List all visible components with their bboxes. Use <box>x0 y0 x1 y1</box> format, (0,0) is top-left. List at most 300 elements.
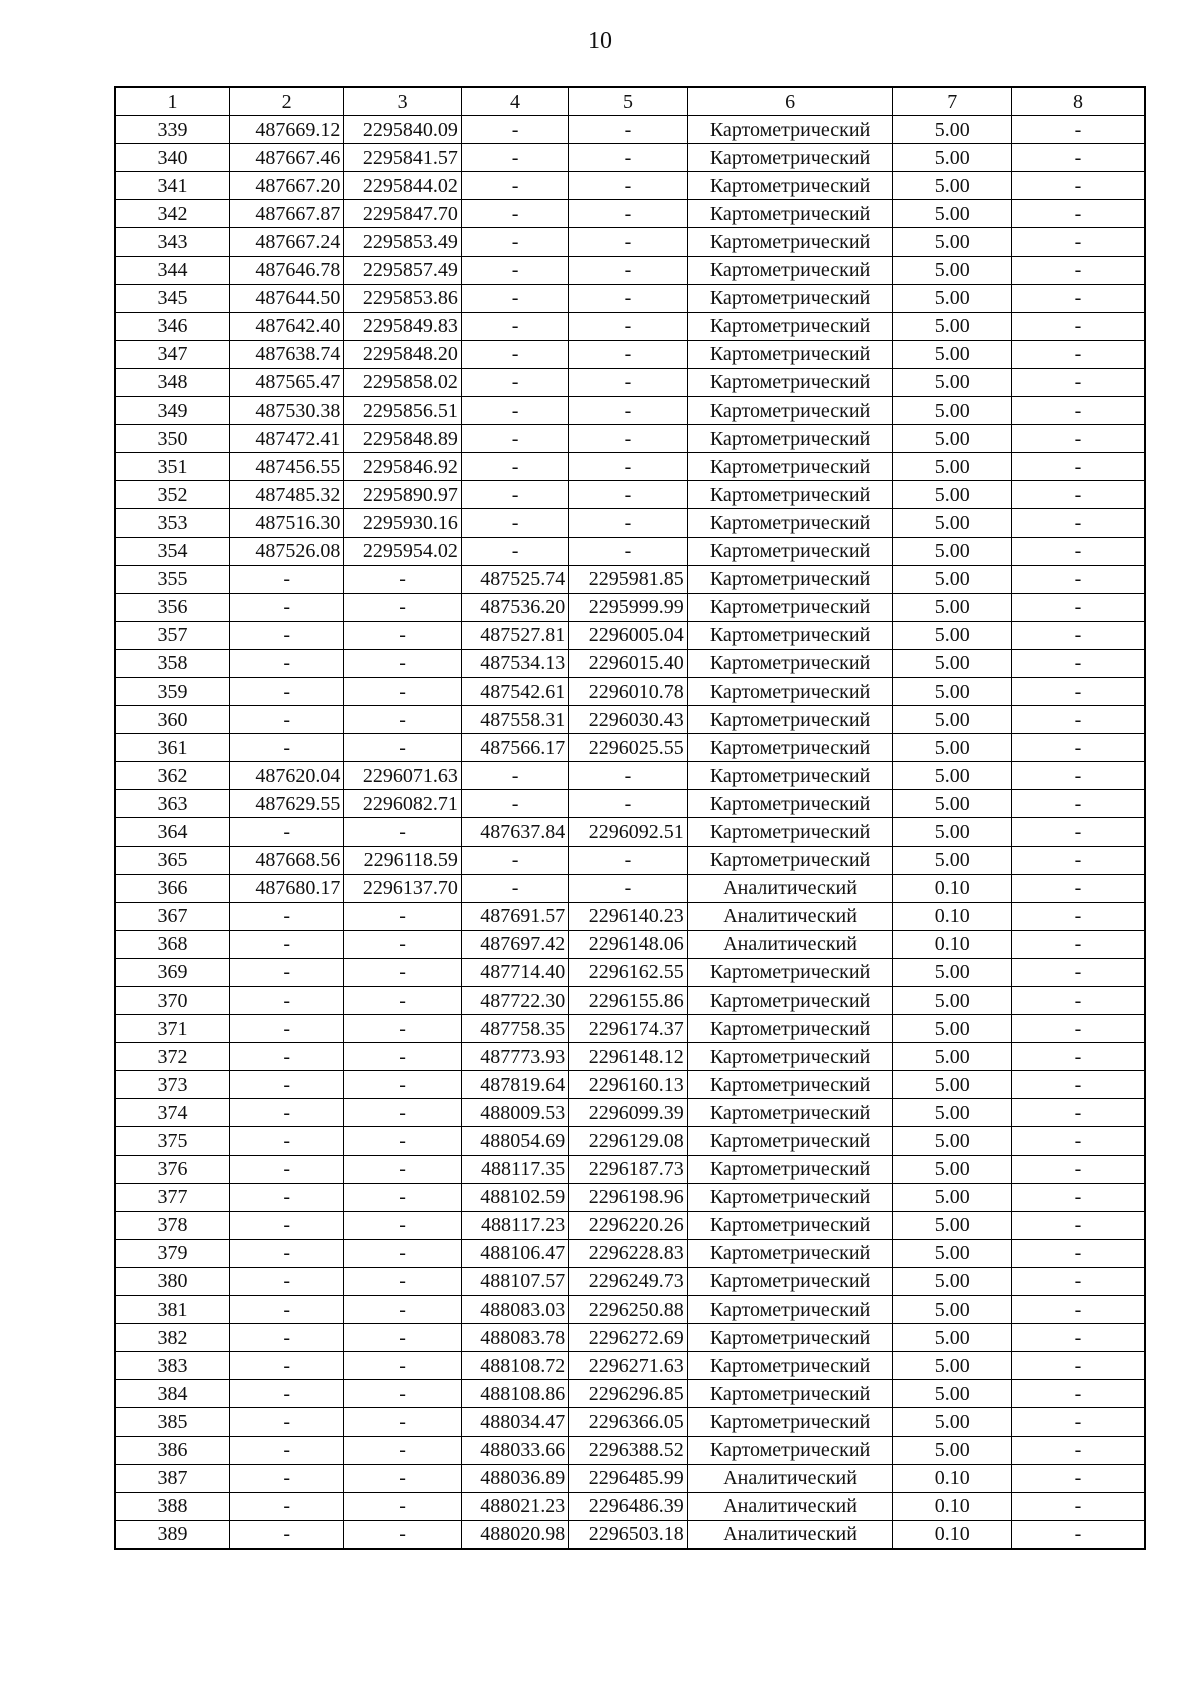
table-cell: - <box>569 481 687 509</box>
table-cell: 340 <box>115 144 229 172</box>
table-cell: 5.00 <box>893 706 1011 734</box>
table-cell: Аналитический <box>687 902 893 930</box>
table-cell: 487667.20 <box>229 172 343 200</box>
table-cell: - <box>344 1380 461 1408</box>
table-cell: 5.00 <box>893 172 1011 200</box>
table-cell: 362 <box>115 762 229 790</box>
table-cell: - <box>569 453 687 481</box>
table-cell: 487526.08 <box>229 537 343 565</box>
table-cell: - <box>1011 1492 1145 1520</box>
table-cell: 487629.55 <box>229 790 343 818</box>
table-cell: - <box>344 1211 461 1239</box>
table-cell: - <box>1011 312 1145 340</box>
table-cell: - <box>1011 621 1145 649</box>
table-row <box>115 1296 1145 1324</box>
table-cell: 352 <box>115 481 229 509</box>
table-cell: 5.00 <box>893 1099 1011 1127</box>
table-cell: - <box>229 1408 343 1436</box>
table-cell: 2296030.43 <box>569 706 687 734</box>
table-cell: Картометрический <box>687 846 893 874</box>
table-cell: 5.00 <box>893 762 1011 790</box>
table-cell: 2296155.86 <box>569 987 687 1015</box>
table-cell: 0.10 <box>893 930 1011 958</box>
table-row <box>115 734 1145 762</box>
table-cell: - <box>229 677 343 705</box>
table-cell: 348 <box>115 368 229 396</box>
table-cell: - <box>1011 1155 1145 1183</box>
table-cell: 2296082.71 <box>344 790 461 818</box>
table-cell: - <box>1011 1436 1145 1464</box>
table-cell: 379 <box>115 1239 229 1267</box>
table-cell: - <box>229 706 343 734</box>
table-cell: 488083.03 <box>461 1296 568 1324</box>
table-cell: - <box>229 1296 343 1324</box>
table-cell: - <box>1011 593 1145 621</box>
table-cell: 5.00 <box>893 987 1011 1015</box>
table-cell: 368 <box>115 930 229 958</box>
header-cell: 3 <box>344 87 461 116</box>
table-cell: - <box>1011 1352 1145 1380</box>
table-cell: 5.00 <box>893 200 1011 228</box>
table-cell: 2296148.12 <box>569 1043 687 1071</box>
table-cell: 2295853.86 <box>344 284 461 312</box>
table-cell: Картометрический <box>687 734 893 762</box>
table-cell: - <box>1011 397 1145 425</box>
table-cell: 487565.47 <box>229 368 343 396</box>
table-cell: 5.00 <box>893 1015 1011 1043</box>
table-cell: - <box>1011 481 1145 509</box>
table-cell: 2296174.37 <box>569 1015 687 1043</box>
table-cell: 2296005.04 <box>569 621 687 649</box>
table-cell: - <box>1011 172 1145 200</box>
table-cell: - <box>1011 1015 1145 1043</box>
table-cell: - <box>1011 902 1145 930</box>
table-cell: - <box>229 1324 343 1352</box>
table-row <box>115 902 1145 930</box>
table-cell: Картометрический <box>687 1436 893 1464</box>
table-cell: - <box>569 509 687 537</box>
table-cell: 381 <box>115 1296 229 1324</box>
table-cell: - <box>229 958 343 986</box>
table-row <box>115 284 1145 312</box>
table-cell: 2295857.49 <box>344 256 461 284</box>
table-cell: - <box>229 1211 343 1239</box>
table-cell: - <box>229 1071 343 1099</box>
table-cell: 2295848.89 <box>344 425 461 453</box>
table-cell: - <box>344 649 461 677</box>
table-row <box>115 228 1145 256</box>
table-cell: 367 <box>115 902 229 930</box>
table-cell: 2295981.85 <box>569 565 687 593</box>
table-cell: 387 <box>115 1464 229 1492</box>
table-cell: - <box>1011 425 1145 453</box>
table-cell: 5.00 <box>893 1296 1011 1324</box>
table-cell: 5.00 <box>893 790 1011 818</box>
table-cell: - <box>344 1408 461 1436</box>
table-cell: 366 <box>115 874 229 902</box>
table-cell: - <box>1011 1099 1145 1127</box>
table-cell: Картометрический <box>687 228 893 256</box>
table-cell: - <box>344 734 461 762</box>
table-cell: - <box>461 368 568 396</box>
table-cell: 2295846.92 <box>344 453 461 481</box>
table-cell: - <box>461 509 568 537</box>
table-row <box>115 1492 1145 1520</box>
table-cell: Картометрический <box>687 1352 893 1380</box>
table-cell: 2295849.83 <box>344 312 461 340</box>
header-cell: 8 <box>1011 87 1145 116</box>
table-cell: 2296092.51 <box>569 818 687 846</box>
table-cell: 382 <box>115 1324 229 1352</box>
table-cell: Аналитический <box>687 1492 893 1520</box>
table-cell: 339 <box>115 116 229 144</box>
table-cell: 2296271.63 <box>569 1352 687 1380</box>
table-cell: - <box>1011 734 1145 762</box>
table-cell: 5.00 <box>893 1408 1011 1436</box>
table-cell: 388 <box>115 1492 229 1520</box>
table-cell: 5.00 <box>893 621 1011 649</box>
table-cell: - <box>344 987 461 1015</box>
table-row <box>115 1324 1145 1352</box>
table-cell: 487530.38 <box>229 397 343 425</box>
table-cell: Аналитический <box>687 1520 893 1549</box>
table-cell: 5.00 <box>893 1211 1011 1239</box>
table-cell: 5.00 <box>893 453 1011 481</box>
table-cell: 5.00 <box>893 481 1011 509</box>
table-cell: Картометрический <box>687 790 893 818</box>
table-cell: 2296137.70 <box>344 874 461 902</box>
table-cell: Аналитический <box>687 930 893 958</box>
table-cell: - <box>461 874 568 902</box>
table-cell: Картометрический <box>687 481 893 509</box>
table-cell: 353 <box>115 509 229 537</box>
table-cell: 358 <box>115 649 229 677</box>
table-cell: Картометрический <box>687 1296 893 1324</box>
table-row <box>115 481 1145 509</box>
table-cell: 488102.59 <box>461 1183 568 1211</box>
table-cell: 357 <box>115 621 229 649</box>
table-cell: - <box>461 340 568 368</box>
table-cell: Картометрический <box>687 1408 893 1436</box>
table-cell: 487485.32 <box>229 481 343 509</box>
table-row <box>115 1464 1145 1492</box>
table-cell: - <box>344 1492 461 1520</box>
table-cell: - <box>461 425 568 453</box>
table-cell: 0.10 <box>893 1492 1011 1520</box>
table-cell: 5.00 <box>893 1352 1011 1380</box>
table-cell: 487667.46 <box>229 144 343 172</box>
table-cell: - <box>229 621 343 649</box>
table-cell: - <box>461 762 568 790</box>
table-row <box>115 1267 1145 1295</box>
table-cell: 5.00 <box>893 537 1011 565</box>
table-cell: 343 <box>115 228 229 256</box>
table-cell: - <box>344 1267 461 1295</box>
table-cell: 5.00 <box>893 1436 1011 1464</box>
table-cell: Картометрический <box>687 762 893 790</box>
table-cell: - <box>461 790 568 818</box>
header-cell: 2 <box>229 87 343 116</box>
table-cell: Картометрический <box>687 397 893 425</box>
table-cell: - <box>569 200 687 228</box>
table-cell: - <box>344 1183 461 1211</box>
table-cell: 488034.47 <box>461 1408 568 1436</box>
table-cell: Картометрический <box>687 1071 893 1099</box>
table-cell: 2295890.97 <box>344 481 461 509</box>
table-cell: - <box>1011 987 1145 1015</box>
table-cell: - <box>1011 509 1145 537</box>
table-cell: - <box>1011 874 1145 902</box>
table-cell: 378 <box>115 1211 229 1239</box>
table-cell: 2295844.02 <box>344 172 461 200</box>
table-cell: 487456.55 <box>229 453 343 481</box>
table-cell: 488036.89 <box>461 1464 568 1492</box>
header-cell: 4 <box>461 87 568 116</box>
table-cell: 488020.98 <box>461 1520 568 1549</box>
table-cell: - <box>344 930 461 958</box>
table-cell: 5.00 <box>893 1127 1011 1155</box>
table-cell: 2295853.49 <box>344 228 461 256</box>
table-cell: 2296486.39 <box>569 1492 687 1520</box>
table-row <box>115 1211 1145 1239</box>
table-cell: 487669.12 <box>229 116 343 144</box>
table-cell: 342 <box>115 200 229 228</box>
table-cell: - <box>569 874 687 902</box>
table-cell: 370 <box>115 987 229 1015</box>
table-cell: 2296118.59 <box>344 846 461 874</box>
table-row <box>115 1015 1145 1043</box>
table-cell: - <box>344 1071 461 1099</box>
table-cell: 488117.23 <box>461 1211 568 1239</box>
table-cell: 2295840.09 <box>344 116 461 144</box>
table-cell: 2296366.05 <box>569 1408 687 1436</box>
table-cell: 488033.66 <box>461 1436 568 1464</box>
table-row <box>115 1352 1145 1380</box>
table-row <box>115 706 1145 734</box>
table-cell: Картометрический <box>687 649 893 677</box>
table-cell: 2296015.40 <box>569 649 687 677</box>
table-cell: - <box>1011 846 1145 874</box>
table-cell: 2295999.99 <box>569 593 687 621</box>
table-row <box>115 930 1145 958</box>
table-cell: 487525.74 <box>461 565 568 593</box>
table-cell: 487722.30 <box>461 987 568 1015</box>
table-cell: 487566.17 <box>461 734 568 762</box>
table-cell: 487697.42 <box>461 930 568 958</box>
table-cell: Аналитический <box>687 1464 893 1492</box>
coordinates-table <box>114 86 1146 1550</box>
table-cell: - <box>1011 1324 1145 1352</box>
table-cell: 373 <box>115 1071 229 1099</box>
table-cell: - <box>344 1239 461 1267</box>
table-cell: Картометрический <box>687 425 893 453</box>
table-cell: - <box>569 368 687 396</box>
table-cell: - <box>229 818 343 846</box>
table-cell: - <box>1011 1183 1145 1211</box>
table-cell: - <box>344 1324 461 1352</box>
table-cell: - <box>344 1015 461 1043</box>
table-cell: - <box>1011 116 1145 144</box>
table-cell: 487680.17 <box>229 874 343 902</box>
table-cell: 0.10 <box>893 1520 1011 1549</box>
table-row <box>115 987 1145 1015</box>
table-cell: - <box>1011 256 1145 284</box>
table-cell: - <box>229 1380 343 1408</box>
header-cell: 5 <box>569 87 687 116</box>
table-cell: 488106.47 <box>461 1239 568 1267</box>
table-cell: 487758.35 <box>461 1015 568 1043</box>
table-cell: 2296198.96 <box>569 1183 687 1211</box>
table-cell: - <box>1011 958 1145 986</box>
table-cell: - <box>1011 790 1145 818</box>
table-cell: - <box>569 397 687 425</box>
table-cell: 360 <box>115 706 229 734</box>
table-row <box>115 874 1145 902</box>
table-cell: - <box>461 116 568 144</box>
table-cell: Картометрический <box>687 818 893 846</box>
table-row <box>115 1155 1145 1183</box>
table-cell: - <box>229 1155 343 1183</box>
table-cell: 359 <box>115 677 229 705</box>
table-cell: Картометрический <box>687 284 893 312</box>
table-cell: - <box>344 1436 461 1464</box>
table-cell: 356 <box>115 593 229 621</box>
table-cell: - <box>229 1436 343 1464</box>
table-cell: 488083.78 <box>461 1324 568 1352</box>
table-cell: 487472.41 <box>229 425 343 453</box>
table-cell: - <box>461 228 568 256</box>
table-cell: - <box>344 1352 461 1380</box>
table-cell: - <box>461 312 568 340</box>
table-row <box>115 200 1145 228</box>
table-row <box>115 846 1145 874</box>
table-cell: - <box>461 846 568 874</box>
table-cell: - <box>1011 1520 1145 1549</box>
table-cell: 5.00 <box>893 144 1011 172</box>
table-cell: - <box>1011 1239 1145 1267</box>
table-cell: 2296148.06 <box>569 930 687 958</box>
table-cell: 488108.86 <box>461 1380 568 1408</box>
table-cell: 2296140.23 <box>569 902 687 930</box>
table-cell: - <box>344 1464 461 1492</box>
table-row <box>115 368 1145 396</box>
table-cell: - <box>569 762 687 790</box>
table-cell: 347 <box>115 340 229 368</box>
table-cell: - <box>229 1239 343 1267</box>
table-cell: - <box>1011 284 1145 312</box>
table-cell: - <box>229 1464 343 1492</box>
table-cell: 5.00 <box>893 1155 1011 1183</box>
table-row <box>115 256 1145 284</box>
table-cell: 2296388.52 <box>569 1436 687 1464</box>
table-cell: - <box>229 593 343 621</box>
table-cell: - <box>229 1127 343 1155</box>
table-header-row <box>115 87 1145 116</box>
table-cell: 0.10 <box>893 902 1011 930</box>
table-cell: 5.00 <box>893 284 1011 312</box>
table-cell: - <box>344 621 461 649</box>
table-row <box>115 340 1145 368</box>
table-cell: - <box>461 453 568 481</box>
table-row <box>115 649 1145 677</box>
table-cell: - <box>1011 649 1145 677</box>
table-row <box>115 1408 1145 1436</box>
table-cell: 384 <box>115 1380 229 1408</box>
table-cell: Картометрический <box>687 565 893 593</box>
table-cell: - <box>569 284 687 312</box>
table-cell: - <box>1011 228 1145 256</box>
table-cell: - <box>1011 1043 1145 1071</box>
table-cell: Картометрический <box>687 172 893 200</box>
table-body <box>115 116 1145 1549</box>
table-cell: 487516.30 <box>229 509 343 537</box>
table-cell: - <box>1011 677 1145 705</box>
table-cell: 2296010.78 <box>569 677 687 705</box>
table-row <box>115 1071 1145 1099</box>
table-cell: 487542.61 <box>461 677 568 705</box>
table-cell: - <box>461 172 568 200</box>
table-cell: Картометрический <box>687 453 893 481</box>
table-cell: - <box>1011 1408 1145 1436</box>
table-cell: - <box>344 902 461 930</box>
table-row <box>115 1183 1145 1211</box>
header-cell: 6 <box>687 87 893 116</box>
table-cell: 351 <box>115 453 229 481</box>
table-cell: 5.00 <box>893 1380 1011 1408</box>
table-cell: 487637.84 <box>461 818 568 846</box>
table-cell: 344 <box>115 256 229 284</box>
table-cell: Картометрический <box>687 256 893 284</box>
table-cell: 2296071.63 <box>344 762 461 790</box>
table-cell: Картометрический <box>687 368 893 396</box>
table-row <box>115 621 1145 649</box>
table-cell: - <box>1011 1267 1145 1295</box>
table-cell: Картометрический <box>687 958 893 986</box>
table-cell: 0.10 <box>893 1464 1011 1492</box>
table-cell: - <box>569 790 687 818</box>
table-cell: - <box>229 1492 343 1520</box>
table-cell: 2296249.73 <box>569 1267 687 1295</box>
table-cell: 5.00 <box>893 116 1011 144</box>
table-row <box>115 593 1145 621</box>
table-cell: 5.00 <box>893 509 1011 537</box>
table-cell: Картометрический <box>687 987 893 1015</box>
table-cell: 5.00 <box>893 228 1011 256</box>
table-cell: Картометрический <box>687 537 893 565</box>
table-cell: - <box>461 284 568 312</box>
table-cell: - <box>344 958 461 986</box>
table-cell: - <box>229 565 343 593</box>
table-cell: 369 <box>115 958 229 986</box>
table-row <box>115 425 1145 453</box>
table-cell: 5.00 <box>893 649 1011 677</box>
table-cell: - <box>1011 340 1145 368</box>
table-cell: - <box>229 930 343 958</box>
table-cell: Картометрический <box>687 116 893 144</box>
table-row <box>115 565 1145 593</box>
table-cell: - <box>344 565 461 593</box>
table-cell: 487714.40 <box>461 958 568 986</box>
table-cell: - <box>344 1127 461 1155</box>
table-cell: 5.00 <box>893 425 1011 453</box>
table-cell: - <box>1011 762 1145 790</box>
table-cell: 487667.87 <box>229 200 343 228</box>
table-cell: - <box>461 144 568 172</box>
table-row <box>115 1127 1145 1155</box>
table-cell: - <box>1011 565 1145 593</box>
table-cell: - <box>461 397 568 425</box>
table-cell: 488021.23 <box>461 1492 568 1520</box>
